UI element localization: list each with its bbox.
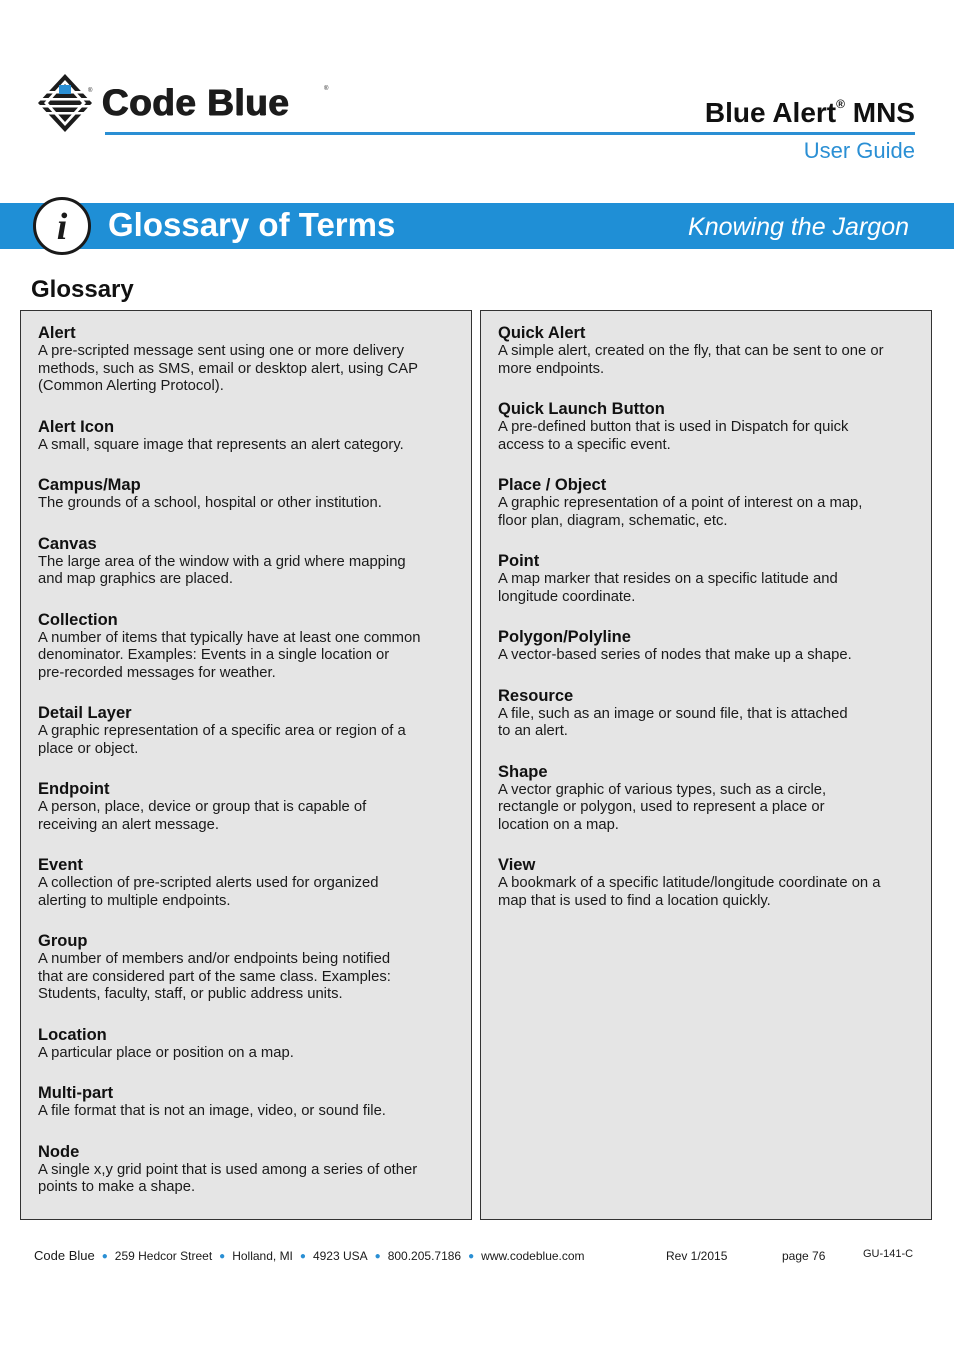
glossary-column-left xyxy=(20,310,472,1220)
product-suffix: MNS xyxy=(852,97,915,128)
code-blue-logo xyxy=(36,72,336,136)
glossary-entry xyxy=(38,780,457,834)
glossary-entry xyxy=(38,1026,457,1063)
glossary-term: Collection xyxy=(38,610,118,629)
glossary-definition: A vector-based series of nodes that make up a shape. xyxy=(498,647,852,663)
glossary-term: Node xyxy=(38,1142,80,1161)
glossary-entry xyxy=(38,535,457,589)
section-heading: Glossary xyxy=(31,276,134,303)
header-divider xyxy=(105,132,915,135)
glossary-entry xyxy=(498,687,917,741)
product-registered-mark: ® xyxy=(836,96,845,111)
bullet-icon: ● xyxy=(468,1251,475,1262)
glossary-definition: A small, square image that represents an alert category. xyxy=(38,436,404,453)
footer-phone: 800.205.7186 xyxy=(387,1249,462,1263)
glossary-entry xyxy=(498,324,917,378)
glossary-definition: A single x,y grid point that is used among a series of other points to make a shape. xyxy=(38,1161,418,1195)
footer-street: 259 Hedcor Street xyxy=(114,1249,213,1263)
info-icon: i xyxy=(33,197,91,255)
footer-company: Code Blue xyxy=(34,1248,95,1263)
glossary-definition: A graphic representation of a specific area or region of a place or object. xyxy=(38,723,406,757)
banner-title: Glossary of Terms xyxy=(108,206,396,243)
glossary-definition: A bookmark of a specific latitude/longitude coordinate on a map that is used to find a location quickly. xyxy=(498,875,881,909)
glossary-term: Event xyxy=(38,856,83,874)
glossary-entry xyxy=(498,763,917,835)
bullet-icon: ● xyxy=(299,1251,306,1262)
glossary-term: Shape xyxy=(498,762,548,781)
glossary-term: Resource xyxy=(498,686,574,705)
page-label: page xyxy=(782,1249,809,1263)
footer-website: www.codeblue.com xyxy=(481,1249,585,1263)
logo-registered-mark-2: ® xyxy=(324,86,329,92)
glossary-definition: A graphic representation of a point of interest on a map, floor plan, diagram, schematic, etc. xyxy=(498,495,863,529)
glossary-term: Canvas xyxy=(38,534,97,553)
glossary-entry xyxy=(38,324,457,396)
glossary-entry xyxy=(498,400,917,454)
document-subtitle: User Guide xyxy=(803,138,915,163)
glossary-term: Multi-part xyxy=(38,1084,114,1102)
product-name: Blue Alert xyxy=(704,97,837,128)
banner-subtitle: Knowing the Jargon xyxy=(688,213,909,241)
glossary-definition: A particular place or position on a map. xyxy=(38,1044,294,1061)
glossary-definition: A collection of pre-scripted alerts used for organized alerting to multiple endpoints. xyxy=(38,875,379,909)
glossary-term: Alert xyxy=(38,324,76,342)
glossary-entry xyxy=(38,611,457,683)
glossary-entry xyxy=(38,476,457,513)
glossary-definition: A pre-defined button that is used in Dispatch for quick access to a specific event. xyxy=(498,419,849,453)
glossary-entry xyxy=(498,476,917,530)
glossary-term: Quick Launch Button xyxy=(498,400,665,418)
glossary-term: Polygon/Polyline xyxy=(498,628,631,646)
glossary-definition: A file, such as an image or sound file, that is attached to an alert. xyxy=(498,705,848,739)
glossary-term: Quick Alert xyxy=(498,324,586,342)
code-blue-emblem-icon xyxy=(36,72,94,134)
glossary-entry xyxy=(498,628,917,665)
glossary-definition: The large area of the window with a grid where mapping and map graphics are placed. xyxy=(38,553,406,587)
footer-city: Holland, MI xyxy=(232,1249,293,1263)
glossary-entry xyxy=(38,856,457,910)
glossary-term: Alert Icon xyxy=(38,417,115,436)
glossary-entry xyxy=(498,552,917,606)
glossary-definition: A simple alert, created on the fly, that can be sent to one or more endpoints. xyxy=(498,343,884,377)
glossary-definition: A number of items that typically have at least one common denominator. Examples: Events in a single location or pre-recorded messages for weather. xyxy=(38,629,421,681)
bullet-icon: ● xyxy=(101,1251,108,1262)
glossary-definition: A map marker that resides on a specific latitude and longitude coordinate. xyxy=(498,571,838,605)
product-title xyxy=(705,97,915,129)
bullet-icon: ● xyxy=(374,1251,381,1262)
glossary-term: Campus/Map xyxy=(38,476,141,494)
glossary-term: Location xyxy=(38,1025,107,1044)
page-number: 76 xyxy=(812,1249,826,1263)
glossary-term: View xyxy=(498,856,536,874)
footer-zip: 4923 USA xyxy=(312,1249,368,1263)
glossary-definition: A vector graphic of various types, such as a circle, rectangle or polygon, used to represent a place or location on a map. xyxy=(498,781,827,833)
footer-revision: Rev 1/2015 xyxy=(666,1249,728,1263)
footer-doc-code: GU-141-C xyxy=(863,1248,914,1260)
glossary-entry xyxy=(38,1143,457,1197)
glossary-term: Endpoint xyxy=(38,780,110,798)
glossary-term: Group xyxy=(38,932,88,950)
footer-page xyxy=(782,1249,825,1263)
logo-registered-mark: ® xyxy=(88,88,93,94)
glossary-entry xyxy=(38,418,457,455)
glossary-entry xyxy=(38,932,457,1004)
glossary-column-right xyxy=(480,310,932,1220)
bullet-icon: ● xyxy=(219,1251,226,1262)
glossary-entry xyxy=(498,856,917,910)
glossary-definition: A file format that is not an image, video, or sound file. xyxy=(38,1103,386,1119)
glossary-term: Detail Layer xyxy=(38,704,132,722)
glossary-definition: A pre-scripted message sent using one or more delivery methods, such as SMS, email or desktop alert, using CAP (Common Alerting Protocol). xyxy=(38,343,418,394)
logo-wordmark: Code Blue xyxy=(102,82,290,123)
footer-address xyxy=(34,1248,585,1263)
glossary-entry xyxy=(38,1084,457,1121)
glossary-term: Place / Object xyxy=(498,476,607,494)
glossary-definition: The grounds of a school, hospital or other institution. xyxy=(38,495,382,511)
glossary-definition: A number of members and/or endpoints being notified that are considered part of the same class. Examples: Students, faculty, staff, or public address units. xyxy=(38,951,391,1002)
glossary-definition: A person, place, device or group that is capable of receiving an alert message. xyxy=(38,799,367,833)
glossary-entry xyxy=(38,704,457,758)
glossary-term: Point xyxy=(498,552,540,570)
